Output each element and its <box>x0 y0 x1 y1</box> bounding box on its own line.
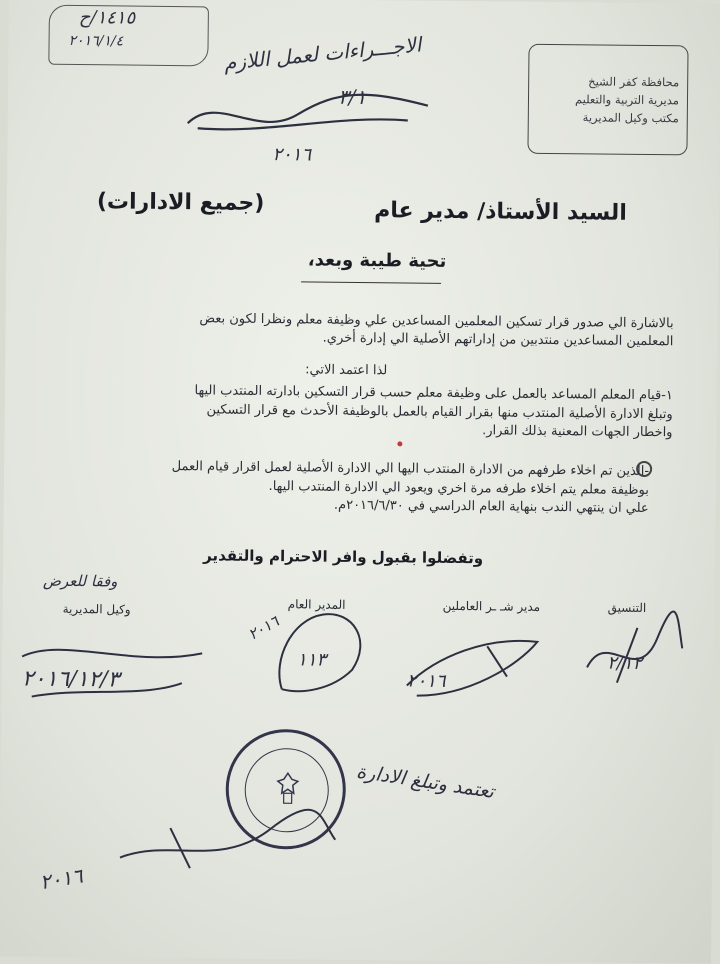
coordination-title: التنسيق <box>607 600 647 616</box>
decision-item-2 <box>44 457 650 519</box>
bottom-signature-date: ٢٠١٦ <box>38 863 85 895</box>
greeting-underline <box>301 281 441 283</box>
top-signature-date: ٢٠١٦ <box>272 144 312 166</box>
top-signature-number: ٣/١ <box>337 84 367 110</box>
left-handwritten-note: وفقا للعرض <box>42 571 118 591</box>
body-intro <box>45 309 673 352</box>
stamp-handwritten-note: تعتمد وتبلغ الادارة <box>354 760 496 803</box>
reference-date: ٢٠١٦/١/٤ <box>68 32 124 50</box>
governorate-name: محافظة كفر الشيخ <box>588 74 680 90</box>
general-director-number: ١١٣ <box>297 649 327 671</box>
intro-line-1: بالاشارة الي صدور قرار تسكين المعلمين المساعدين علي وظيفة معلم ونظرا لكون بعض <box>199 311 674 332</box>
office-name: مكتب وكيل المديرية <box>582 110 679 126</box>
general-director-year: ٢٠١٦ <box>245 612 283 644</box>
addressee-title: السيد الأستاذ/ مدير عام <box>374 198 627 226</box>
reference-number: ١٤١٥/ح <box>78 7 136 29</box>
greeting: تحية طيبة وبعد، <box>307 249 447 272</box>
item1-line-1: ١-قيام المعلم المساعد بالعمل على وظيفة معلم حسب قرار التسكين بادارته المنتدب اليها <box>194 383 673 404</box>
item1-line-3: واخطار الجهات المعنية بذلك القرار. <box>482 423 673 441</box>
directorate-name: مديرية التربية والتعليم <box>574 92 680 108</box>
item2-line-1: -الذين تم اخلاء طرفهم من الادارة المنتدب اليها الي الادارة الأصلية لعمل اقرار قيام العمل <box>171 459 650 480</box>
bottom-signature <box>110 797 341 879</box>
coordination-date: ٢/١٢ <box>606 652 643 674</box>
top-handwritten-note: الاجـــراءات لعمل اللازم <box>222 32 423 75</box>
addressee-line <box>67 189 627 235</box>
deputy-signature-date: ٢٠١٦/١٢/٣ <box>21 666 120 693</box>
hr-signature <box>397 615 548 707</box>
closing-line: وتفضلوا بقبول وافر الاحترام والتقدير <box>203 546 484 568</box>
red-ink-mark <box>397 441 402 446</box>
item2-line-3: علي ان ينتهي الندب بنهاية العام الدراسي في ٢٠١٦/٦/٣٠م. <box>333 497 649 517</box>
hr-signature-date: ٢٠١٦ <box>406 670 446 692</box>
decision-heading: لذا اعتمد الاتي: <box>305 362 388 379</box>
deputy-title: وكيل المديرية <box>62 601 131 617</box>
item1-line-2: وتبلغ الادارة الأصلية المنتدب منها بقرار القيام بالعمل بالوظيفة الأحدث مع قرار التسكين <box>206 401 673 422</box>
intro-line-2: المعلمين المساعدين منتدبين من إداراتهم الأصلية الي إدارة أخري. <box>322 330 674 350</box>
addressee-departments: (جميع الادارات) <box>96 189 265 216</box>
top-signature-scribble <box>178 83 439 146</box>
letterhead-box <box>527 44 688 156</box>
general-director-title: المدير العام <box>287 597 346 612</box>
hr-director-title: مدير شـ ـر العاملين <box>442 598 541 614</box>
item2-line-2: بوظيفة معلم يتم اخلاء طرفه مرة اخري ويعود الي الادارة المنتدب اليها. <box>268 478 649 498</box>
decision-item-1 <box>44 381 673 443</box>
